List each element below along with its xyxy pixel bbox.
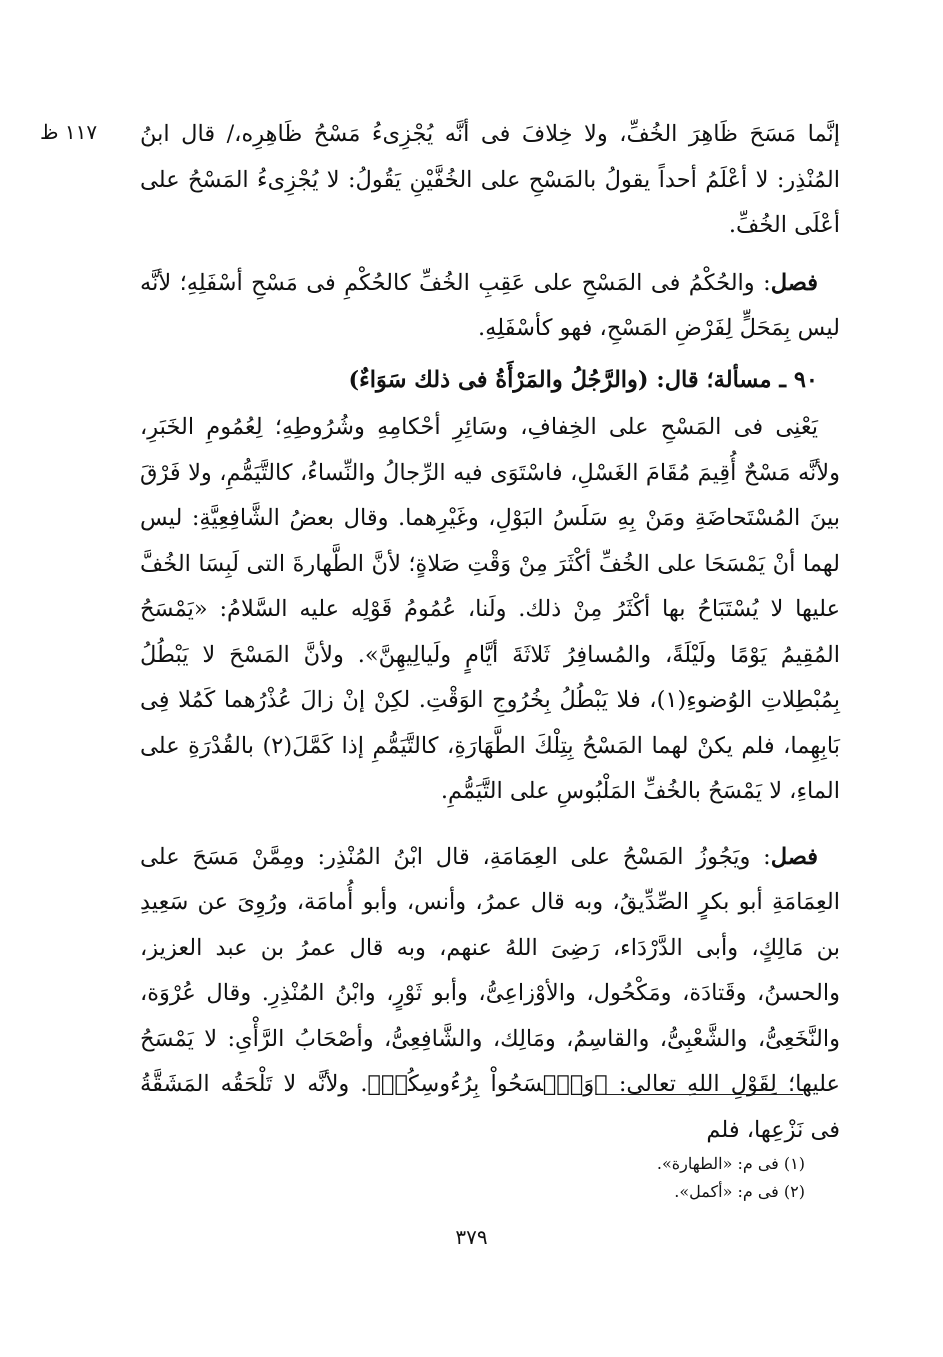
- paragraph-4: [140, 405, 840, 815]
- page-number: ٣٧٩: [455, 1225, 488, 1249]
- paragraph-1-text: إنَّما مَسَحَ ظَاهِرَ الخُفِّ، ولا خِلافَ فى أنَّه يُجْزِىءُ مَسْحُ ظَاهِرِه،/ قال ابنُ المُنْذِر: لا أعْلَمُ أحداً يقولُ بالمَسْحِ على الخُفَّيْنِ يَقُولُ: لا يُجْزِىءُ المَسْحُ على أعْلَى الخُفِّ.: [140, 121, 840, 238]
- section-heading-fasl-2: فصل: [770, 843, 818, 870]
- section-heading-fasl: فصل: [770, 269, 818, 296]
- footnotes: [500, 1150, 805, 1206]
- paragraph-4-text: يَعْنِى فى المَسْحِ على الخِفافِ، وسَائِرِ أحْكامِهِ وشُرُوطِهِ؛ لِعُمُومِ الخَبَرِ، ولأنَّه مَسْحٌ أُقِيمَ مُقَامَ الغَسْلِ، فاسْتَوَى فيه الرِّجالُ والنِّساءُ، كالتَّيَمُّمِ، ولا فَرْقَ بينَ المُسْتَحاضَةِ ومَنْ بِهِ سَلَسُ البَوْلِ، وغَيْرِهما. وقال بعضُ الشَّافِعِيَّةِ: ليس لهما أنْ يَمْسَحَا على الخُفِّ أكْثَرَ مِنْ وَقْتِ صَلاةٍ؛ لأنَّ الطَّهارةَ التى لَبِسَا الخُفَّ عليها لا يُسْتَبَاحُ بها أكْثَرُ مِنْ ذلك. ولَنا، عُمُومُ قَوْلِه عليه السَّلامُ: «يَمْسَحُ المُقِيمُ يَوْمًا ولَيْلَةً، والمُسافِرُ ثَلاثَةَ أيَّامٍ ولَيالِيهِنَّ». ولأنَّ المَسْحَ لا يَبْطُلُ بِمُبْطِلاتِ الوُضوءِ(١)، فلا يَبْطُلُ بِخُرُوجِ الوَقْتِ. لكِنْ إنْ زالَ عُذْرُهما كَمُلا فِى بَابِهِما، فلم يكنْ لهما المَسْحُ بِتِلْكَ الطَّهَارَةِ، كالتَّيَمُّمِ إذا كَمَّلَ(٢) بالقُدْرَةِ على الماءِ، لا يَمْسَحُ بالخُفِّ المَلْبُوسِ على التَّيَمُّمِ.: [140, 414, 841, 804]
- manuscript-folio-note: ١١٧ ظ: [40, 120, 98, 144]
- footnote-1: (١) فى م: «الطهارة».: [656, 1154, 805, 1173]
- paragraph-5-text: : ويَجُوزُ المَسْحُ على العِمَامَةِ، قال ابْنُ المُنْذِر: ومِمَّنْ مَسَحَ على العِمَامَةِ أبو بكرٍ الصِّدِّيقُ، وبه قال عمرُ، وأنس، وأبو أُمامَة، ورُوِىَ عن سَعِيدِ بن مَالِكٍ، وأبى الدَّرْدَاء، رَضِىَ اللهُ عنهم، وبه قال عمرُ بن عبد العزيز، والحسنُ، وقَتادَة، ومَكْحُول، والأوْزاعِىُّ، وأبو ثَوْرٍ، وابْنُ المُنْذِرِ. وقال عُرْوَة، والنَّخَعِىُّ، والشَّعْبِىُّ، والقاسِمُ، ومَالِك، والشَّافِعِىُّ، وأصْحَابُ الرَّأْىِ: لا يَمْسَحُ عليها؛ لِقَوْلِ اللهِ تعالى: ﴿وَٱمۡسَحُواْ بِرُءُوسِكُمۡ﴾. ولأنَّه لا تَلْحَقُه المَشَقَّةُ فى نَزْعِها، فلم: [140, 843, 840, 1143]
- question-number: ٩٠ ـ: [779, 366, 818, 393]
- question-heading: [140, 358, 840, 404]
- paragraph-1: [140, 112, 840, 249]
- footnote-2: (٢) فى م: «أكمل».: [674, 1182, 805, 1201]
- main-text: [140, 112, 840, 1153]
- paragraph-2: [140, 261, 840, 352]
- footnote-separator: [598, 1094, 803, 1095]
- paragraph-5: [140, 835, 840, 1154]
- paragraph-2-text: : والحُكْمُ فى المَسْحِ على عَقِبِ الخُفِّ كالحُكْمِ فى مَسْحِ أسْفَلِهِ؛ لأنَّه ليس بِمَحَلٍّ لِفَرْضِ المَسْحِ، فهو كأسْفَلِهِ.: [140, 269, 840, 341]
- question-text: مسألة؛ قال: (والرَّجُلُ والمَرْأَةُ فى ذلك سَوَاءٌ): [348, 366, 780, 393]
